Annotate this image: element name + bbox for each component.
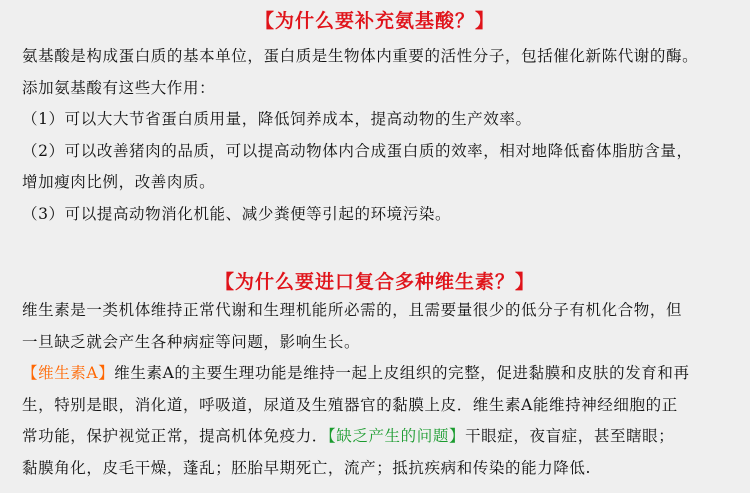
deficiency-tag: 【缺乏产生的问题】 <box>327 427 466 445</box>
text-line: 生，特别是眼，消化道，呼吸道，尿道及生殖器官的黏膜上皮．维生素A能维持神经细胞的正 <box>22 395 678 414</box>
vitamin-a-text: 常功能，保护视觉正常，提高机体免疫力． <box>22 427 328 445</box>
text-line: （1）可以大大节省蛋白质用量，降低饲养成本，提高动物的生产效率。 <box>22 110 532 128</box>
amino-acids-body <box>22 41 734 230</box>
section-title-vitamins: 【为什么要进口复合多种维生素？】 <box>214 271 535 293</box>
text-line: 一旦缺乏就会产生各种病症等问题，影响生长。 <box>22 332 361 351</box>
vitamin-a-tag: 【维生素A】 <box>22 364 115 382</box>
text-line: 增加瘦肉比例，改善肉质。 <box>22 173 216 191</box>
text-line: （2）可以改善猪肉的品质，可以提高动物体内合成蛋白质的效率，相对地降低畜体脂肪含量， <box>22 141 693 160</box>
text-line: 添加氨基酸有这些大作用： <box>22 78 216 97</box>
text-line: 黏膜角化，皮毛干燥，蓬乱；胚胎早期死亡，流产；抵抗疾病和传染的能力降低. <box>22 458 592 477</box>
vitamin-a-line <box>22 358 734 390</box>
text-line: 维生素是一类机体维持正常代谢和生理机能所必需的，且需要量很少的低分子有机化合物，但 <box>22 301 683 319</box>
vitamins-body <box>22 295 734 484</box>
vitamin-a-text: 维生素A的主要生理功能是维持一起上皮组织的完整，促进黏膜和皮肤的发育和再 <box>114 364 690 382</box>
text-line: （3）可以提高动物消化机能、减少粪便等引起的环境污染。 <box>22 204 452 223</box>
section-title-amino-acids: 【为什么要补充氨基酸？】 <box>254 10 495 32</box>
text-line: 氨基酸是构成蛋白质的基本单位，蛋白质是生物体内重要的活性分子，包括催化新陈代谢的酶。 <box>22 47 699 65</box>
deficiency-text: 干眼症，夜盲症，甚至瞎眼； <box>465 427 675 445</box>
vitamin-a-deficiency-line <box>22 421 734 453</box>
